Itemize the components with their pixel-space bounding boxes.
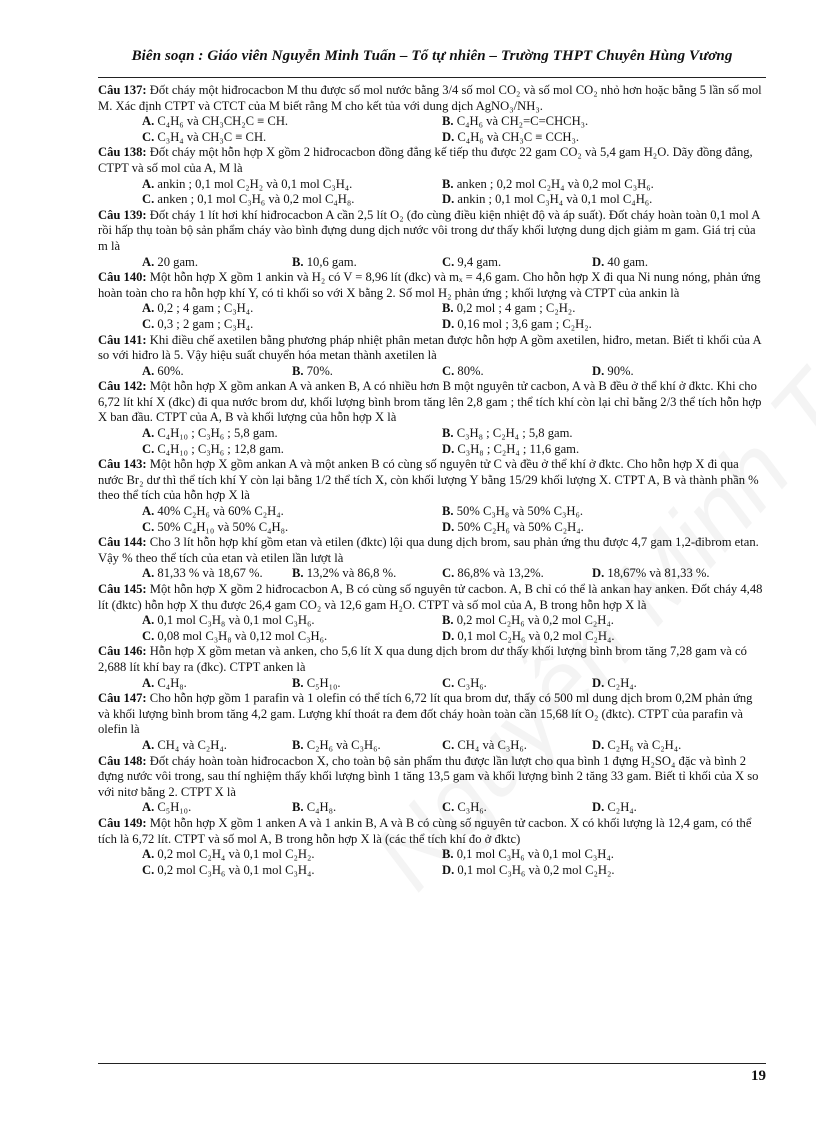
option-letter: A. — [142, 675, 155, 690]
option-letter: C. — [142, 129, 155, 144]
option-letter: C. — [142, 862, 155, 877]
options-row — [142, 629, 766, 645]
option-text: 50% C₂H₆ và 50% C₂H₄. — [457, 519, 584, 534]
option-letter: B. — [292, 566, 304, 581]
answer-option — [292, 364, 442, 380]
option-text: C₄H₈. — [157, 675, 187, 690]
answer-option — [442, 629, 742, 645]
option-letter: B. — [442, 426, 454, 441]
option-text: C₃H₈ ; C₂H₄ ; 11,6 gam. — [457, 441, 580, 456]
question-stem — [98, 83, 766, 114]
option-letter: A. — [142, 426, 155, 441]
option-text: C₄H₆ và CH₃C ≡ CCH₃. — [457, 129, 579, 144]
question-number: Câu 146: — [98, 644, 147, 659]
option-letter: B. — [442, 301, 454, 316]
answer-option — [142, 504, 442, 520]
footer-rule — [98, 1063, 766, 1064]
option-letter: A. — [142, 566, 155, 581]
option-text: C₃H₆. — [457, 800, 487, 815]
option-text: ankin ; 0,1 mol C₂H₂ và 0,1 mol C₃H₄. — [157, 176, 353, 191]
answer-option — [442, 863, 742, 879]
options-row — [142, 504, 766, 520]
answer-option — [442, 301, 742, 317]
question-text: Một hỗn hợp X gồm ankan A và một anken B có cùng số nguyên tử C và đều ở thể khí ở đktc. Cho hỗn hợp X đi qua nước Br₂ dư thì thể tích khí Y còn lại bằng 1/2 thể tích X, còn khối lượng Y bằng 15/29 khối lượng X. CTPT A, B và thành phần % theo thể tích của hỗn hợp X là — [98, 457, 759, 503]
answer-option — [142, 613, 442, 629]
option-text: 0,1 mol C₃H₈ và 0,1 mol C₃H₆. — [157, 613, 315, 628]
question-block — [98, 754, 766, 816]
option-text: C₄H₈. — [306, 800, 337, 815]
answer-option — [442, 566, 592, 582]
answer-option — [442, 800, 592, 816]
answer-option — [442, 504, 742, 520]
header-rule — [98, 77, 766, 78]
answer-option — [442, 520, 742, 536]
option-text: C₂H₄. — [607, 800, 637, 815]
options-row — [142, 114, 766, 130]
answer-option — [142, 177, 442, 193]
option-text: 20 gam. — [157, 254, 198, 269]
option-text: C₅H₁₀. — [157, 800, 192, 815]
question-stem — [98, 535, 766, 566]
option-text: 40 gam. — [607, 254, 648, 269]
answer-option — [442, 255, 592, 271]
answer-option — [592, 364, 742, 380]
question-text: Một hỗn hợp X gồm 1 anken A và 1 ankin B, A và B có cùng số nguyên tử cacbon. X có khối lượng là 12,4 gam, có thể tích là 6,72 lít. CTPT và số mol A, B trong hỗn hợp X là (các thể tích khí đo ở đktc) — [98, 815, 752, 846]
options-row — [142, 317, 766, 333]
answer-option — [592, 676, 742, 692]
answer-option — [142, 629, 442, 645]
option-text: CH₄ và C₂H₄. — [157, 737, 227, 752]
question-number: Câu 138: — [98, 145, 147, 160]
options-row — [142, 255, 766, 271]
answer-option — [142, 800, 292, 816]
question-block — [98, 644, 766, 691]
question-number: Câu 147: — [98, 691, 147, 706]
option-letter: A. — [142, 847, 155, 862]
question-number: Câu 149: — [98, 815, 147, 830]
option-letter: D. — [592, 737, 605, 752]
option-letter: A. — [142, 176, 155, 191]
answer-option — [592, 800, 742, 816]
option-letter: C. — [442, 363, 455, 378]
question-number: Câu 142: — [98, 379, 147, 394]
answer-option — [142, 520, 442, 536]
option-letter: C. — [142, 316, 155, 331]
option-text: 9,4 gam. — [457, 254, 502, 269]
answer-option — [592, 738, 742, 754]
answer-option — [442, 847, 742, 863]
question-block — [98, 83, 766, 145]
question-text: Một hỗn hợp X gồm ankan A và anken B, A có nhiều hơn B một nguyên tử cacbon, A và B đều ở thể khí ở đktc. Khi cho 6,72 lít khí X (đkc) đi qua nước brom dư, khối lượng bình brom tăng lên 2,8 gam ; thể tích khí còn lại chỉ bằng 2/3 thể tích hỗn hợp X ban đầu. CTPT của A, B và khối lượng của hỗn hợp X là — [98, 379, 762, 425]
option-letter: A. — [142, 737, 155, 752]
option-text: 13,2% và 86,8 %. — [306, 566, 397, 581]
option-letter: D. — [592, 800, 605, 815]
option-text: anken ; 0,1 mol C₃H₆ và 0,2 mol C₄H₈. — [157, 192, 355, 207]
option-letter: A. — [142, 301, 155, 316]
answer-option — [142, 426, 442, 442]
question-stem — [98, 644, 766, 675]
options-row — [142, 613, 766, 629]
question-block — [98, 535, 766, 582]
option-text: C₅H₁₀. — [306, 675, 341, 690]
option-text: 0,2 mol C₃H₆ và 0,1 mol C₃H₄. — [157, 862, 315, 877]
options-row — [142, 800, 766, 816]
question-text: Cho 3 lít hỗn hợp khí gồm etan và etilen (đktc) lội qua dung dịch brom, sau phản ứng thu được 4,7 gam 1,2-đibrom etan. Vậy % theo thể tích của etan và etilen lần lượt là — [98, 535, 759, 565]
option-letter: C. — [442, 254, 455, 269]
option-letter: C. — [442, 800, 455, 815]
option-letter: B. — [442, 504, 454, 519]
answer-option — [292, 566, 442, 582]
option-letter: C. — [142, 519, 155, 534]
option-letter: B. — [442, 114, 454, 129]
question-text: Một hỗn hợp X gồm 1 ankin và H₂ có V = 8,96 lít (đkc) và mₓ = 4,6 gam. Cho hỗn hợp X đi qua Ni nung nóng, phản ứng hoàn toàn cho ra hỗn hợp khí Y, có tỉ khối so với X bằng 2. Số mol H₂ phản ứng ; khối lượng và CTPT của ankin là — [98, 270, 761, 300]
answer-option — [442, 177, 742, 193]
option-text: 0,08 mol C₃H₈ và 0,12 mol C₃H₆. — [157, 628, 328, 643]
option-text: C₄H₁₀ ; C₃H₆ ; 12,8 gam. — [157, 441, 284, 456]
options-row — [142, 442, 766, 458]
option-text: 0,3 ; 2 gam ; C₃H₄. — [157, 316, 254, 331]
answer-option — [142, 301, 442, 317]
option-text: 86,8% và 13,2%. — [457, 566, 544, 581]
answer-option — [142, 442, 442, 458]
option-text: C₃H₆. — [457, 675, 487, 690]
option-text: C₃H₈ ; C₂H₄ ; 5,8 gam. — [456, 426, 573, 441]
question-block — [98, 379, 766, 457]
option-text: C₄H₁₀ ; C₃H₆ ; 5,8 gam. — [157, 426, 278, 441]
option-letter: B. — [442, 613, 454, 628]
answer-option — [142, 114, 442, 130]
question-stem — [98, 379, 766, 426]
question-block — [98, 816, 766, 878]
options-row — [142, 566, 766, 582]
option-letter: C. — [142, 628, 155, 643]
answer-option — [142, 192, 442, 208]
answer-option — [292, 738, 442, 754]
option-letter: C. — [442, 566, 455, 581]
answer-option — [442, 442, 742, 458]
question-number: Câu 144: — [98, 535, 147, 550]
answer-option — [142, 676, 292, 692]
answer-option — [442, 738, 592, 754]
answer-option — [142, 255, 292, 271]
answer-option — [442, 114, 742, 130]
option-letter: D. — [442, 192, 455, 207]
question-stem — [98, 333, 766, 364]
question-stem — [98, 816, 766, 847]
question-text: Đốt cháy 1 lít hơi khí hiđrocacbon A cần 2,5 lít O₂ (đo cùng điều kiện nhiệt độ và áp suất). Đốt cháy hoàn toàn 0,1 mol A rồi hấp thụ toàn bộ sản phẩm cháy vào bình đựng dung dịch nước vôi trong dư thấy khối lượng dung dịch giảm m gam. Giá trị của m là — [98, 207, 760, 253]
option-text: 18,67% và 81,33 %. — [607, 566, 710, 581]
question-stem — [98, 457, 766, 504]
question-block — [98, 333, 766, 380]
question-text: Đốt cháy một hiđrocacbon M thu được số mol nước bằng 3/4 số mol CO₂ và số mol CO₂ nhỏ hơn hoặc bằng 5 lần số mol M. Xác định CTPT và CTCT của M biết rằng M cho kết tủa với dung dịch AgNO₃/NH₃. — [98, 83, 762, 113]
option-letter: D. — [442, 316, 455, 331]
answer-option — [592, 255, 742, 271]
answer-option — [442, 676, 592, 692]
question-text: Đốt cháy hoàn toàn hiđrocacbon X, cho toàn bộ sản phẩm thu được lần lượt cho qua bình 1 đựng H₂SO₄ đặc và bình 2 đựng nước vôi trong, sau thí nghiệm thấy khối lượng bình 1 tăng 13,5 gam và khối lượng bình 2 tăng 33 gam. Biết tỉ khối của X so với nitơ bằng 2. CTPT X là — [98, 753, 759, 799]
option-letter: C. — [142, 441, 155, 456]
option-text: ankin ; 0,1 mol C₃H₄ và 0,1 mol C₄H₆. — [457, 192, 653, 207]
option-letter: C. — [442, 675, 455, 690]
question-number: Câu 141: — [98, 332, 147, 347]
answer-option — [292, 676, 442, 692]
option-letter: A. — [142, 504, 155, 519]
option-letter: A. — [142, 114, 155, 129]
option-letter: A. — [142, 800, 155, 815]
question-text: Khi điều chế axetilen bằng phương pháp nhiệt phân metan được hỗn hợp A gồm axetilen, hiđro, metan. Biết tỉ khối của A so với hiđro là 5. Vậy hiệu suất chuyển hóa metan thành axetilen là — [98, 332, 761, 363]
question-stem — [98, 270, 766, 301]
answer-option — [292, 255, 442, 271]
option-text: 90%. — [607, 363, 634, 378]
question-list — [98, 83, 766, 878]
option-letter: D. — [592, 675, 605, 690]
option-letter: C. — [442, 737, 455, 752]
option-text: C₄H₆ và CH₂=C=CHCH₃. — [456, 114, 589, 129]
option-text: 0,1 mol C₂H₆ và 0,2 mol C₂H₄. — [457, 628, 615, 643]
page-number: 19 — [751, 1068, 766, 1084]
option-letter: C. — [142, 192, 155, 207]
option-text: 0,1 mol C₃H₆ và 0,2 mol C₂H₂. — [457, 862, 615, 877]
answer-option — [442, 130, 742, 146]
option-text: 81,33 % và 18,67 %. — [157, 566, 263, 581]
option-text: C₂H₆ và C₂H₄. — [607, 737, 682, 752]
option-text: 0,2 mol ; 4 gam ; C₂H₂. — [456, 301, 576, 316]
option-text: 80%. — [457, 363, 484, 378]
option-letter: D. — [442, 519, 455, 534]
option-text: 0,2 mol C₂H₆ và 0,2 mol C₂H₄. — [456, 613, 614, 628]
question-block — [98, 270, 766, 332]
answer-option — [442, 364, 592, 380]
answer-option — [142, 364, 292, 380]
option-text: 0,16 mol ; 3,6 gam ; C₂H₂. — [457, 316, 592, 331]
option-text: 40% C₂H₆ và 60% C₂H₄. — [157, 504, 284, 519]
options-row — [142, 520, 766, 536]
answer-option — [142, 317, 442, 333]
answer-option — [142, 738, 292, 754]
question-number: Câu 148: — [98, 753, 147, 768]
options-row — [142, 676, 766, 692]
question-text: Hỗn hợp X gồm metan và anken, cho 5,6 lít X qua dung dịch brom dư thấy khối lượng bình brom tăng 7,28 gam và có 2,688 lít khí bay ra (đkc). CTPT anken là — [98, 644, 747, 674]
option-letter: D. — [592, 566, 605, 581]
option-text: C₂H₄. — [607, 675, 637, 690]
question-number: Câu 137: — [98, 83, 147, 97]
option-text: 10,6 gam. — [306, 254, 357, 269]
option-letter: B. — [292, 254, 304, 269]
option-text: 60%. — [157, 363, 184, 378]
question-number: Câu 143: — [98, 457, 147, 472]
question-block — [98, 208, 766, 270]
option-letter: B. — [292, 675, 304, 690]
option-text: 0,1 mol C₃H₆ và 0,1 mol C₃H₄. — [456, 847, 614, 862]
question-number: Câu 145: — [98, 582, 147, 596]
option-text: 0,2 mol C₂H₄ và 0,1 mol C₂H₂. — [157, 847, 315, 862]
option-letter: D. — [592, 254, 605, 269]
question-number: Câu 140: — [98, 270, 147, 285]
options-row — [142, 863, 766, 879]
options-row — [142, 130, 766, 146]
option-text: C₄H₆ và CH₃CH₂C ≡ CH. — [157, 114, 289, 129]
option-letter: D. — [442, 628, 455, 643]
option-text: CH₄ và C₃H₆. — [457, 737, 527, 752]
options-row — [142, 192, 766, 208]
question-stem — [98, 145, 766, 176]
option-text: C₃H₄ và CH₃C ≡ CH. — [157, 129, 267, 144]
answer-option — [442, 426, 742, 442]
options-row — [142, 301, 766, 317]
option-text: 0,2 ; 4 gam ; C₃H₄. — [157, 301, 254, 316]
page-header: Biên soạn : Giáo viên Nguyễn Minh Tuấn – Tổ tự nhiên – Trường THPT Chuyên Hùng Vương — [131, 48, 733, 64]
option-text: 70%. — [306, 363, 333, 378]
question-number: Câu 139: — [98, 207, 147, 222]
question-block — [98, 582, 766, 644]
question-stem — [98, 754, 766, 801]
options-row — [142, 364, 766, 380]
option-letter: D. — [442, 441, 455, 456]
answer-option — [142, 847, 442, 863]
question-text: Đốt cháy một hỗn hợp X gồm 2 hiđrocacbon đồng đẳng kế tiếp thu được 22 gam CO₂ và 5,4 gam H₂O. Dãy đồng đẳng, CTPT và số mol của A, M là — [98, 145, 753, 175]
options-row — [142, 177, 766, 193]
option-letter: A. — [142, 254, 155, 269]
option-letter: B. — [442, 847, 454, 862]
option-text: 50% C₄H₁₀ và 50% C₄H₈. — [157, 519, 289, 534]
option-letter: B. — [292, 800, 304, 815]
option-letter: B. — [292, 737, 304, 752]
options-row — [142, 426, 766, 442]
option-letter: D. — [592, 363, 605, 378]
question-text: Cho hỗn hợp gồm 1 parafin và 1 olefin có thể tích 6,72 lít qua brom dư, thấy có 500 ml dung dịch brom 0,2M phản ứng và khối lượng bình brom tăng 4,2 gam. Lượng khí thoát ra đem đốt cháy hoàn toàn cần 15,68 lít O₂ (đktc). CTPT của parafin và olefin là — [98, 691, 753, 737]
option-text: 50% C₃H₈ và 50% C₃H₆. — [456, 504, 584, 519]
option-letter: D. — [442, 129, 455, 144]
question-stem — [98, 691, 766, 738]
answer-option — [442, 192, 742, 208]
option-letter: D. — [442, 862, 455, 877]
answer-option — [142, 130, 442, 146]
option-letter: B. — [292, 363, 304, 378]
options-row — [142, 738, 766, 754]
question-block — [98, 145, 766, 207]
question-block — [98, 457, 766, 535]
answer-option — [442, 317, 742, 333]
option-text: C₂H₆ và C₃H₆. — [306, 737, 381, 752]
answer-option — [142, 863, 442, 879]
question-stem — [98, 582, 766, 613]
options-row — [142, 847, 766, 863]
answer-option — [292, 800, 442, 816]
question-stem — [98, 208, 766, 255]
answer-option — [442, 613, 742, 629]
question-block — [98, 691, 766, 753]
answer-option — [142, 566, 292, 582]
option-letter: A. — [142, 613, 155, 628]
option-letter: B. — [442, 176, 454, 191]
answer-option — [592, 566, 742, 582]
option-letter: A. — [142, 363, 155, 378]
option-text: anken ; 0,2 mol C₂H₄ và 0,2 mol C₃H₆. — [456, 176, 654, 191]
question-text: Một hỗn hợp X gồm 2 hiđrocacbon A, B có cùng số nguyên tử cacbon. A, B chỉ có thể là ankan hay anken. Đốt cháy 4,48 lít (đktc) hỗn hợp X thu được 26,4 gam CO₂ và 12,6 gam H₂O. CTPT và số mol của A, B trong hỗn hợp X là — [98, 582, 763, 612]
